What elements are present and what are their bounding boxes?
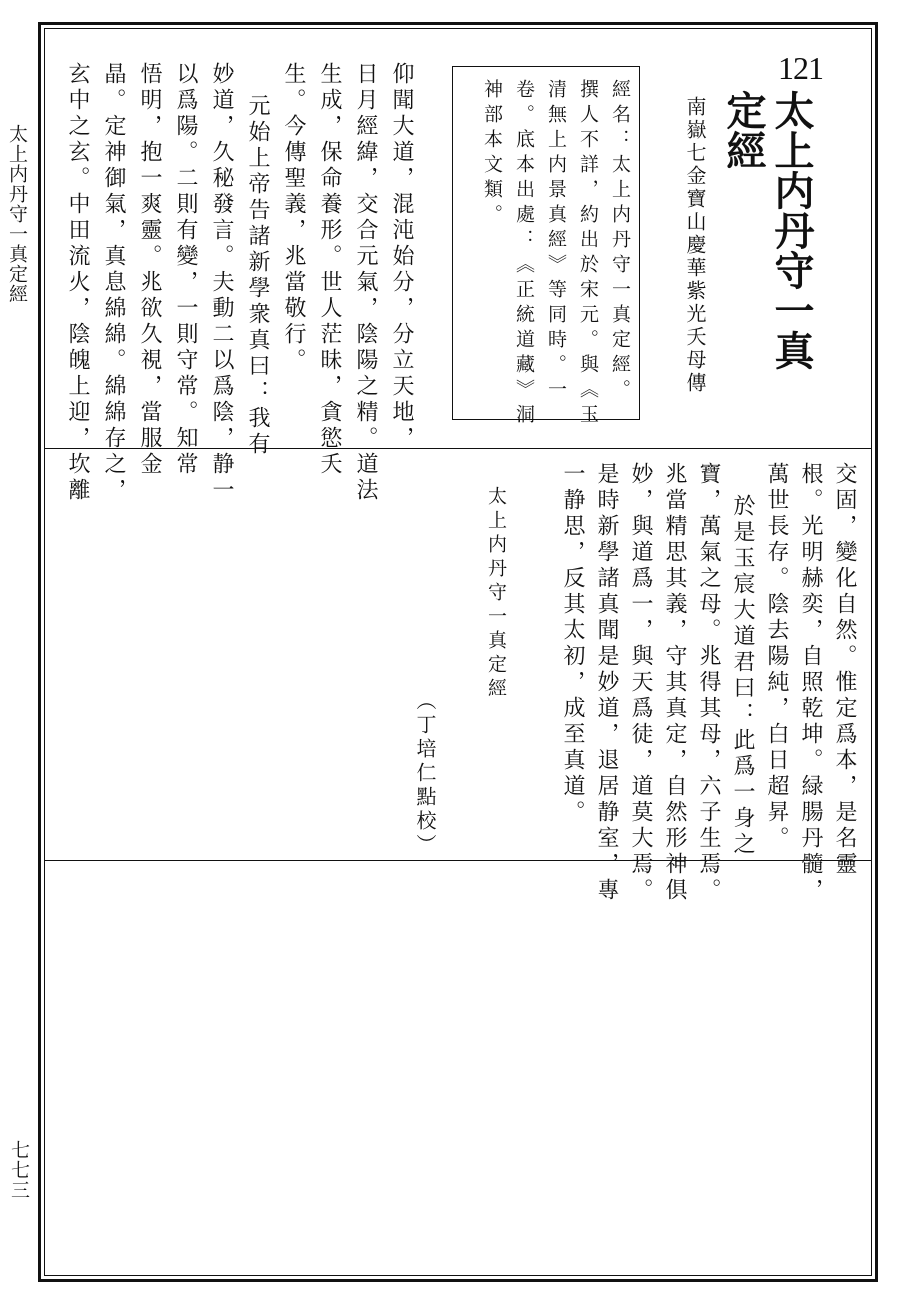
text-line: 日月經緯，交合元氣，陰陽之精。道法 [353,62,378,504]
text-line: 萬世長存。陰去陽純，白日超昇。 [764,462,789,852]
proofreader-note: （丁培仁點校） [413,690,437,858]
upper-text-block [63,62,415,504]
note-line: 清無上内景真經》等同時。一 [545,79,567,404]
lower-text-block [558,462,858,904]
text-line: 交固，變化自然。惟定爲本，是名靈 [832,462,857,878]
text-line: 寶，萬氣之母。兆得其母，六子生焉。 [696,462,721,904]
page-number: 七七三 [8,1140,30,1200]
text-line: 晶。定神御氣，真息綿綿。綿綿存之， [101,62,126,504]
text-line: 於是玉宸大道君曰：此爲一身之 [730,494,755,858]
text-line: 以爲陽。二則有變，一則守常。知常 [173,62,198,478]
text-line: 妙，與道爲一，與天爲徒，道莫大焉。 [628,462,653,904]
note-line: 經名：太上内丹守一真定經。 [609,79,631,404]
text-line: 是時新學諸真聞是妙道，退居静室，專 [594,462,619,904]
sutra-number: 121 [778,50,823,86]
text-line: 玄中之玄。中田流火，陰魄上迎，坎離 [65,62,90,504]
text-line: 生成，保命養形。世人茫昧，貪慾夭 [317,62,342,478]
author-line: 南嶽七金寶山慶華紫光夭母傳 [683,96,707,395]
bibliographic-note-box [452,66,640,429]
text-line: 一静思，反其太初，成至真道。 [560,462,585,826]
text-line: 妙道，久秘發言。夫動二以爲陰，静一 [209,62,234,504]
text-line: 仰聞大道，混沌始分，分立天地， [389,62,414,452]
note-line: 卷。底本出處：《正統道藏》洞 [513,79,535,429]
running-title: 太上内丹守一真定經 [6,124,28,304]
title-column-1: 太上内丹守一真 [768,90,814,370]
note-line: 神部本文類。 [481,79,503,229]
page-title [722,90,812,410]
note-line: 撰人不詳，約出於宋元。與《玉 [577,79,599,429]
text-line: 根。光明赫奕，自照乾坤。緑腸丹髓， [798,462,823,904]
text-line: 悟明，抱一爽靈。兆欲久視，當服金 [137,62,162,478]
text-line: 元始上帝告諸新學衆真曰：我有 [245,94,270,458]
title-column-2: 定經 [720,90,766,170]
text-line: 兆當精思其義，守其真定，自然形神俱 [662,462,687,904]
closing-title: 太上内丹守一真定經 [485,486,507,702]
text-line: 生。今傳聖義，兆當敬行。 [281,62,306,374]
